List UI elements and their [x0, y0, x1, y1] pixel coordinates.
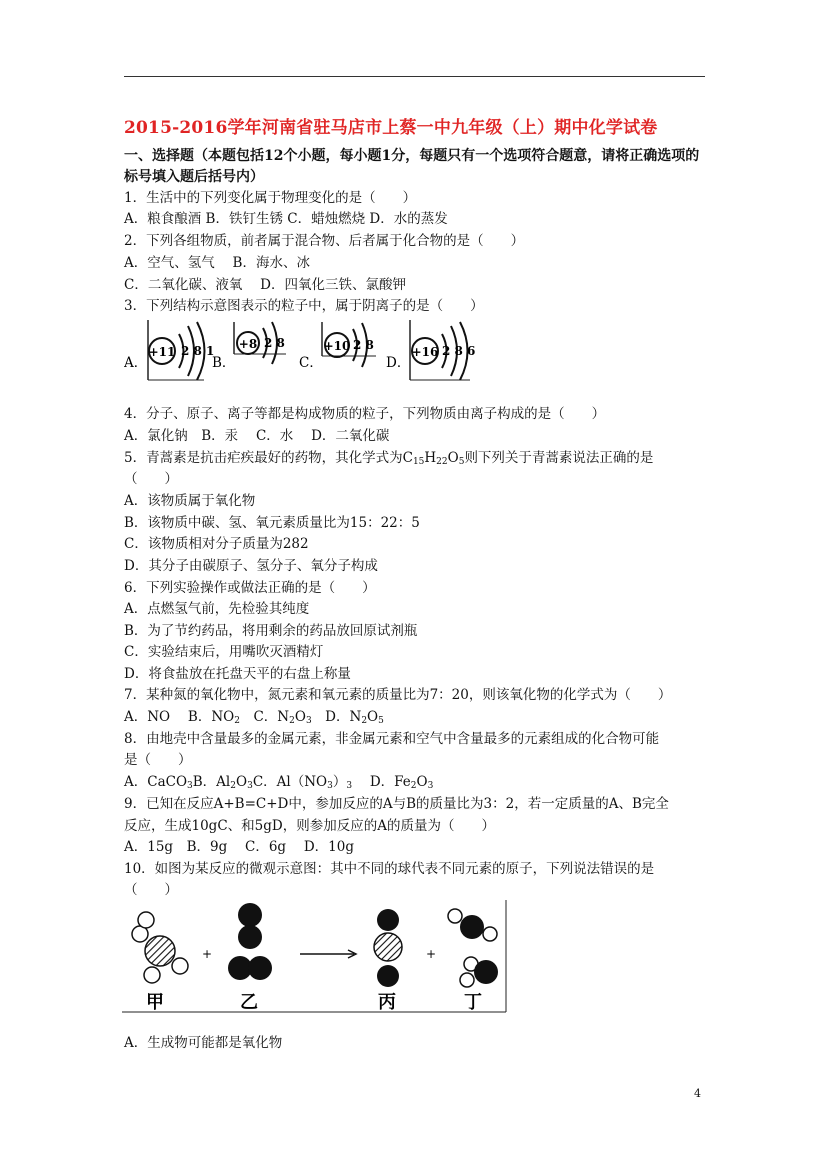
label-jia: 甲 — [146, 992, 164, 1013]
label-bing: 丙 — [378, 992, 396, 1013]
question-5-option-b: B．该物质中碳、氢、氧元素质量比为15：22：5 — [124, 515, 420, 531]
question-4: 4．分子、原子、离子等都是构成物质的粒子，下列物质由离子构成的是（ ） — [124, 406, 606, 422]
question-9-line-2: 反应，生成10gC、和5gD，则参加反应的A的质量为（ ） — [124, 818, 495, 834]
question-1-options: A．粮食酿酒 B．铁钉生锈 C．蜡烛燃烧 D．水的蒸发 — [124, 211, 448, 227]
section-heading: 一、选择题（本题包括12个小题，每小题1分，每题只有一个选项符合题意，请将正确选项的标号填入题后括号内） — [124, 148, 700, 185]
question-6-option-c: C．实验结束后，用嘴吹灭酒精灯 — [124, 644, 324, 660]
option-d-label: D． — [386, 355, 411, 371]
page-number: 4 — [694, 1087, 701, 1100]
question-10-option-a: A．生成物可能都是氧化物 — [124, 1035, 283, 1051]
option-d-shells: 2 8 6 — [442, 344, 476, 358]
question-7-options: A．NO B．$NO_2$ C．$N_2O_3$ D．$N_2O_5$ — [124, 709, 384, 726]
molecule-yi — [228, 903, 272, 980]
question-5-option-c: C．该物质相对分子质量为282 — [124, 536, 309, 552]
option-c-nucleus: +10 — [323, 339, 351, 353]
question-2: 2．下列各组物质，前者属于混合物、后者属于化合物的是（ ） — [124, 233, 525, 249]
option-c-diagram — [299, 322, 376, 371]
question-5-text-a: 5．青蒿素是抗击疟疾最好的药物，其化学式为 — [124, 450, 403, 466]
option-b-nucleus: +8 — [238, 337, 258, 351]
molecule-jia — [132, 912, 188, 983]
question-10-bracket: （ ） — [124, 882, 178, 898]
option-c-label: C． — [299, 355, 323, 371]
molecule-bing — [374, 909, 402, 987]
label-ding: 丁 — [464, 992, 482, 1013]
option-d-diagram — [386, 320, 475, 380]
option-b-diagram — [212, 322, 286, 371]
option-d-nucleus: +16 — [411, 345, 439, 359]
question-5-formula: $C_{15}H_{22}O_5$ — [402, 450, 465, 467]
question-5-text-b: 则下列关于青蒿素说法正确的是 — [464, 450, 654, 466]
question-8-options: A．CaCO$_3$B．$Al_2O_3C$．$Al(NO_3)_3$ D．$Fe_2O_3$ — [124, 774, 434, 791]
option-c-shells: 2 8 — [353, 338, 374, 352]
question-9: 9．已知在反应A+B=C+D中，参加反应的A与B的质量比为3：2，若一定质量的A、B完全 — [124, 796, 669, 812]
question-6-option-a: A．点燃氢气前，先检验其纯度 — [124, 601, 310, 617]
page-title: 2015-2016学年河南省驻马店市上蔡一中九年级（上）期中化学试卷 — [124, 118, 658, 138]
question-5-option-d: D．其分子由碳原子、氢分子、氧分子构成 — [124, 558, 378, 574]
option-a-nucleus: +11 — [148, 345, 176, 359]
header-rule — [124, 76, 705, 77]
plus-sign-1: + — [202, 947, 213, 961]
option-b-shells: 2 8 — [264, 336, 285, 350]
question-2-options-2: C．二氧化碳、液氧 D．四氧化三铁、氯酸钾 — [124, 277, 406, 293]
question-4-options: A．氯化钠 B．汞 C．水 D．二氧化碳 — [124, 428, 390, 444]
question-3-figure — [124, 318, 484, 384]
question-8-bracket: 是（ ） — [124, 752, 192, 768]
question-8: 8．由地壳中含量最多的金属元素，非金属元素和空气中含量最多的元素组成的化合物可能 — [124, 731, 660, 747]
question-10: 10．如图为某反应的微观示意图：其中不同的球代表不同元素的原子，下列说法错误的是 — [124, 861, 655, 877]
question-5-bracket: （ ） — [124, 471, 178, 487]
question-5-option-a: A．该物质属于氧化物 — [124, 493, 256, 509]
option-a-shells: 2 8 1 — [181, 344, 215, 358]
question-5 — [124, 449, 653, 471]
question-2-options-1: A．空气、氢气 B．海水、冰 — [124, 255, 310, 271]
question-6: 6．下列实验操作或做法正确的是（ ） — [124, 580, 376, 596]
question-10-figure — [122, 900, 512, 1020]
label-yi: 乙 — [240, 992, 258, 1013]
question-3: 3．下列结构示意图表示的粒子中，属于阴离子的是（ ） — [124, 298, 484, 314]
question-6-option-b: B．为了节约药品，将用剩余的药品放回原试剂瓶 — [124, 623, 418, 639]
plus-sign-2: + — [426, 947, 437, 961]
question-1: 1．生活中的下列变化属于物理变化的是（ ） — [124, 190, 417, 206]
option-b-label: B． — [212, 355, 236, 371]
question-9-options: A．15g B．9g C．6g D．10g — [124, 839, 355, 855]
question-6-option-d: D．将食盐放在托盘天平的右盘上称量 — [124, 666, 351, 682]
option-a-diagram — [124, 320, 214, 380]
molecule-ding — [448, 909, 498, 987]
question-7: 7．某种氮的氧化物中，氮元素和氧元素的质量比为7：20，则该氧化物的化学式为（ ） — [124, 687, 672, 703]
option-a-label: A． — [124, 355, 148, 371]
